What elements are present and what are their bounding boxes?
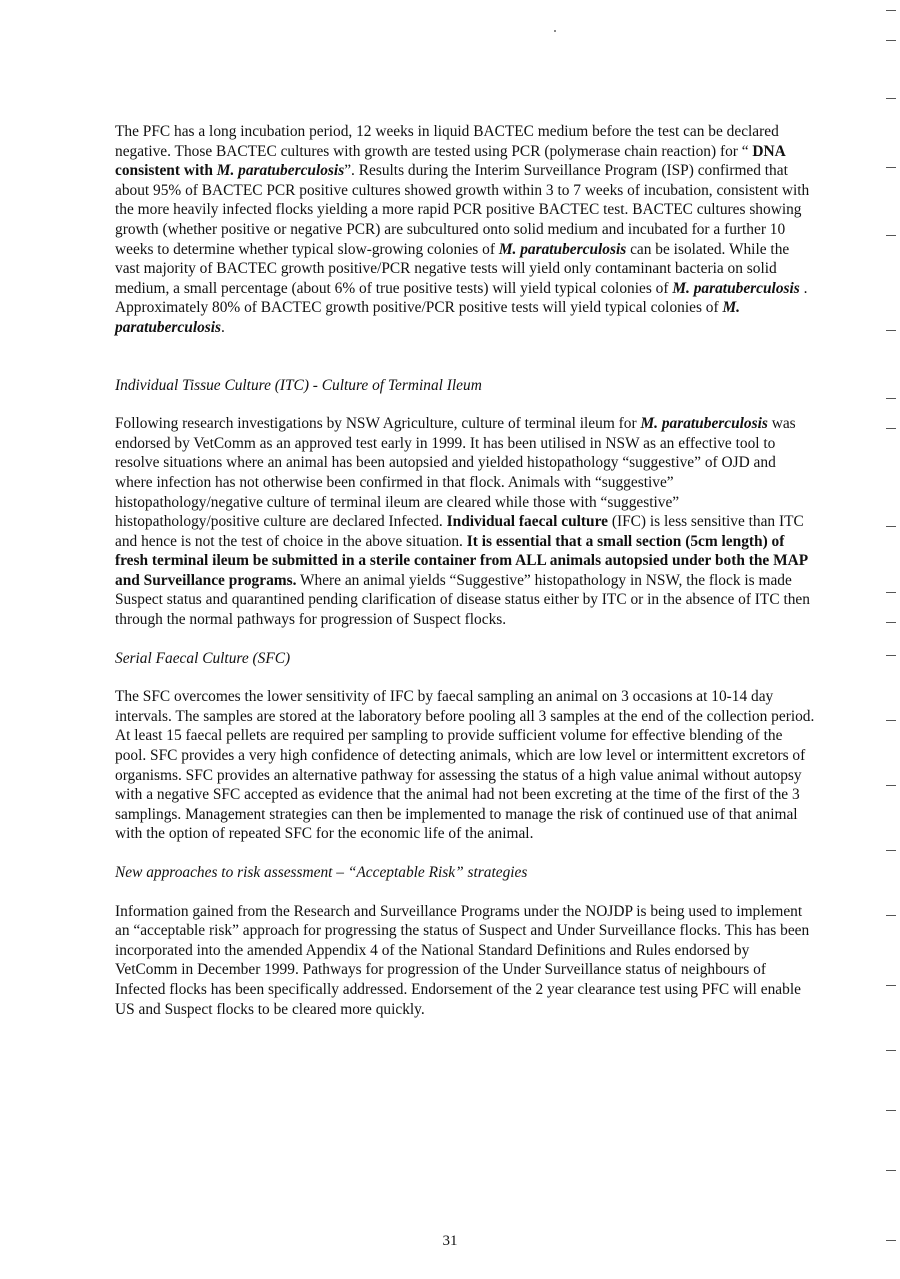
edge-mark <box>886 1170 896 1171</box>
edge-mark <box>886 1240 896 1241</box>
bold-run: Individual faecal culture <box>446 513 608 531</box>
edge-mark <box>886 720 896 721</box>
edge-mark <box>886 398 896 399</box>
species-name: M. paratuberculosis <box>672 279 800 297</box>
document-body <box>115 122 815 1057</box>
paragraph-risk: Information gained from the Research and Surveillance Programs under the NOJDP is being used to implement an “acceptable risk” approach for progressing the status of Suspect and Under Surveillance flocks. This has been incorporated into the amended Appendix 4 of the National Standard Definitions and Rules endorsed by VetComm in December 1999. Pathways for progression of the Under Surveillance status of neighbours of Infected flocks has been specifically addressed. Endorsement of the 2 year clearance test using PFC will enable US and Suspect flocks to be cleared more quickly. <box>115 902 810 1018</box>
text-run: ”. Results during the Interim Surveillance Program (ISP) confirmed that about 95% of BACTEC PCR positive cultures showed growth within 3 to 7 weeks of incubation, consistent with the more heavily infected flocks yielding a more rapid PCR positive BACTEC test. BACTEC cultures showing growth (whether positive or negative PCR) are subcultured onto solid medium and incubated for a further 10 weeks to determine whether typical slow-growing colonies of <box>115 162 810 258</box>
paragraph-sfc: The SFC overcomes the lower sensitivity of IFC by faecal sampling an animal on 3 occasions at 10-14 day intervals. The samples are stored at the laboratory before pooling all 3 samples at the end of the collection period. At least 15 faecal pellets are required per sampling to provide sufficient volume for effective blending of the pool. SFC provides a very high confidence of detecting animals, which are low level or intermittent excretors of organisms. SFC provides an alternative pathway for assessing the status of a high value animal without autopsy with a negative SFC accepted as evidence that the animal had not been excreting at the time of the first of the 3 samplings. Management strategies can then be implemented to manage the risk of continued use of that animal with the option of repeated SFC for the economic life of the animal. <box>115 688 815 843</box>
text-run: . Approximately 80% of BACTEC growth positive/PCR positive tests will yield typical colonies of <box>115 279 808 317</box>
text-run: (IFC) is less sensitive than ITC and hence is not the test of choice in the above situation. <box>115 513 804 550</box>
text-run: The PFC has a long incubation period, 12 weeks in liquid BACTEC medium before the test can be declared negative. Those BACTEC cultures with growth are tested using PCR (polymerase chain reaction) for “ <box>115 123 779 160</box>
bold-run: It is essential that a small section (5cm length) of fresh terminal ileum be submitted in a sterile container from ALL animals autopsied under both the MAP and Surveillance programs. <box>115 532 808 589</box>
edge-mark <box>886 785 896 786</box>
edge-mark <box>886 167 896 168</box>
edge-mark <box>886 428 896 429</box>
edge-mark <box>886 1050 896 1051</box>
heading-sfc: Serial Faecal Culture (SFC) <box>115 649 291 667</box>
paragraph-itc <box>115 414 815 630</box>
scan-speck <box>554 30 556 32</box>
text-run: Following research investigations by NSW Agriculture, culture of terminal ileum for <box>115 415 641 433</box>
heading-risk: New approaches to risk assessment – “Acceptable Risk” strategies <box>115 864 528 881</box>
scan-edge-marks <box>870 0 900 1279</box>
paragraph-pfc <box>115 122 815 338</box>
species-name: M. paratuberculosis <box>640 415 768 433</box>
page-number: 31 <box>442 1233 458 1249</box>
edge-mark <box>886 985 896 986</box>
edge-mark <box>886 330 896 331</box>
text-run: was endorsed by VetComm as an approved test early in 1999. It has been utilised in NSW as an effective tool to resolve situations where an animal has been autopsied and yielded histopathology “suggestive” of OJD and where infection has not otherwise been confirmed in that flock. Animals with “suggestive” histopathology/negative culture of terminal ileum are cleared while those with “suggestive” histopathology/positive culture are declared Infected. <box>115 415 796 531</box>
species-name: M. paratuberculosis <box>115 299 740 336</box>
bold-run: DNA consistent with <box>115 142 785 180</box>
edge-mark <box>886 1110 896 1111</box>
edge-mark <box>886 622 896 623</box>
species-name: M. paratuberculosis <box>216 162 345 180</box>
edge-mark <box>886 235 896 236</box>
edge-mark <box>886 10 896 11</box>
text-run: Where an animal yields “Suggestive” histopathology in NSW, the flock is made Suspect status and quarantined pending clarification of disease status either by ITC or in the absence of ITC then through the normal pathways for progression of Suspect flocks. <box>115 571 810 629</box>
edge-mark <box>886 40 896 41</box>
text-run: can be isolated. While the vast majority of BACTEC growth positive/PCR negative tests will yield only contaminant bacteria on solid medium, a small percentage (about 6% of true positive tests) will yield typical colonies of <box>115 240 790 297</box>
edge-mark <box>886 98 896 99</box>
edge-mark <box>886 850 896 851</box>
edge-mark <box>886 526 896 527</box>
text-run: . <box>221 318 225 336</box>
edge-mark <box>886 915 896 916</box>
edge-mark <box>886 655 896 656</box>
edge-mark <box>886 592 896 593</box>
heading-itc: Individual Tissue Culture (ITC) - Culture of Terminal Ileum <box>115 376 482 394</box>
species-name: M. paratuberculosis <box>498 240 627 258</box>
